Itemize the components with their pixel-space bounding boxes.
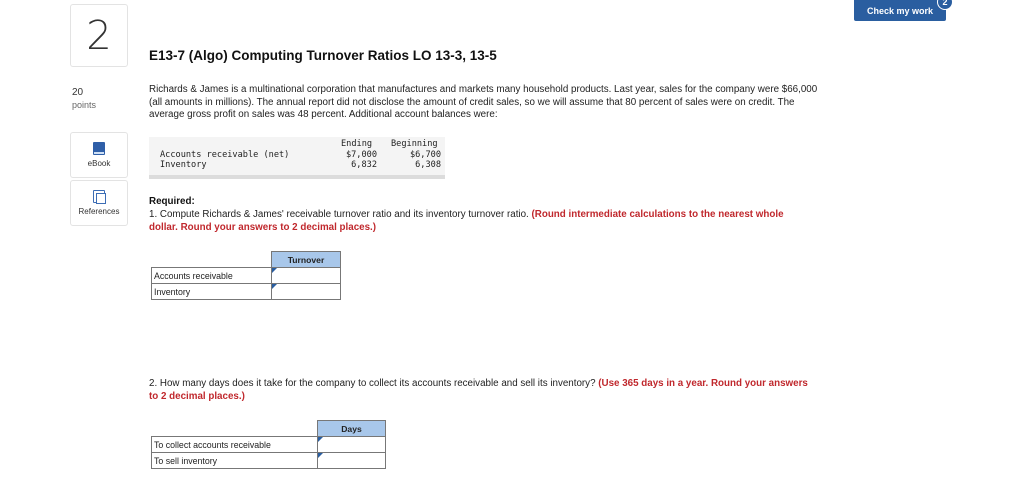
part1-rounding-note: (Round intermediate calculations to the nearest whole dollar. Round your answers to 2 decimal places.) — [149, 209, 784, 233]
row-label-accounts-receivable: Accounts receivable — [152, 268, 272, 284]
header-ending: Ending — [341, 139, 373, 149]
balance-beginning: $6,700 — [409, 149, 441, 160]
part2-text: 2. How many days does it take for the company to collect its accounts receivable and sell its inventory? — [149, 378, 599, 389]
balance-ending: $7,000 — [345, 149, 377, 160]
part1-text: 1. Compute Richards & James' receivable turnover ratio and its inventory turnover ratio. — [149, 209, 532, 220]
days-column-header: Days — [318, 421, 386, 437]
part2-instructions — [149, 378, 809, 403]
balance-name: Accounts receivable (net) — [160, 149, 290, 160]
balances-row — [149, 150, 445, 161]
account-balances-table — [149, 137, 445, 179]
part1-instructions — [149, 209, 799, 234]
required-heading: Required: — [149, 196, 195, 207]
inventory-turnover-input[interactable] — [272, 284, 340, 299]
question-intro: Richards & James is a multinational corporation that manufactures and markets many household products. Last year, sales for the company were $66,000 (all amounts in millions). The annual report did not disclose the amount of credit sales, so we will assume that 80 percent of sales were on credit. The average gross profit on sales was 48 percent. Additional account balances were: — [149, 84, 818, 121]
row-label-sell-inventory: To sell inventory — [152, 453, 318, 469]
points-display — [72, 87, 96, 111]
ebook-button[interactable] — [70, 132, 128, 178]
question-title: E13-7 (Algo) Computing Turnover Ratios LO 13-3, 13-5 — [149, 48, 497, 63]
days-answer-table — [151, 420, 386, 469]
check-my-work-button[interactable]: Check my work — [854, 0, 946, 21]
table-row — [152, 284, 341, 300]
references-label: References — [78, 207, 120, 216]
table-row — [152, 453, 386, 469]
row-label-collect-receivable: To collect accounts receivable — [152, 437, 318, 453]
check-attempts-badge: 2 — [937, 0, 953, 10]
points-label: points — [72, 100, 97, 110]
table-row — [152, 437, 386, 453]
turnover-column-header: Turnover — [272, 252, 341, 268]
balance-name: Inventory — [160, 160, 207, 170]
ebook-label: eBook — [87, 159, 111, 168]
balance-beginning: 6,308 — [415, 160, 441, 170]
turnover-answer-table — [151, 251, 341, 300]
part2-rounding-note: (Use 365 days in a year. Round your answers to 2 decimal places.) — [149, 378, 808, 402]
days-sell-inventory-input[interactable] — [318, 453, 385, 468]
row-label-inventory: Inventory — [152, 284, 272, 300]
question-number: 2 — [86, 12, 112, 59]
references-button[interactable] — [70, 180, 128, 226]
balance-ending: 6,832 — [351, 160, 377, 170]
header-beginning: Beginning — [391, 139, 438, 149]
book-icon — [93, 142, 105, 155]
points-value: 20 — [72, 87, 84, 98]
question-number-box — [70, 4, 128, 67]
accounts-receivable-turnover-input[interactable] — [272, 268, 340, 283]
balances-header-row — [149, 139, 445, 150]
table-row — [152, 268, 341, 284]
days-collect-receivable-input[interactable] — [318, 437, 385, 452]
balances-row — [149, 160, 445, 171]
references-icon — [93, 190, 105, 203]
